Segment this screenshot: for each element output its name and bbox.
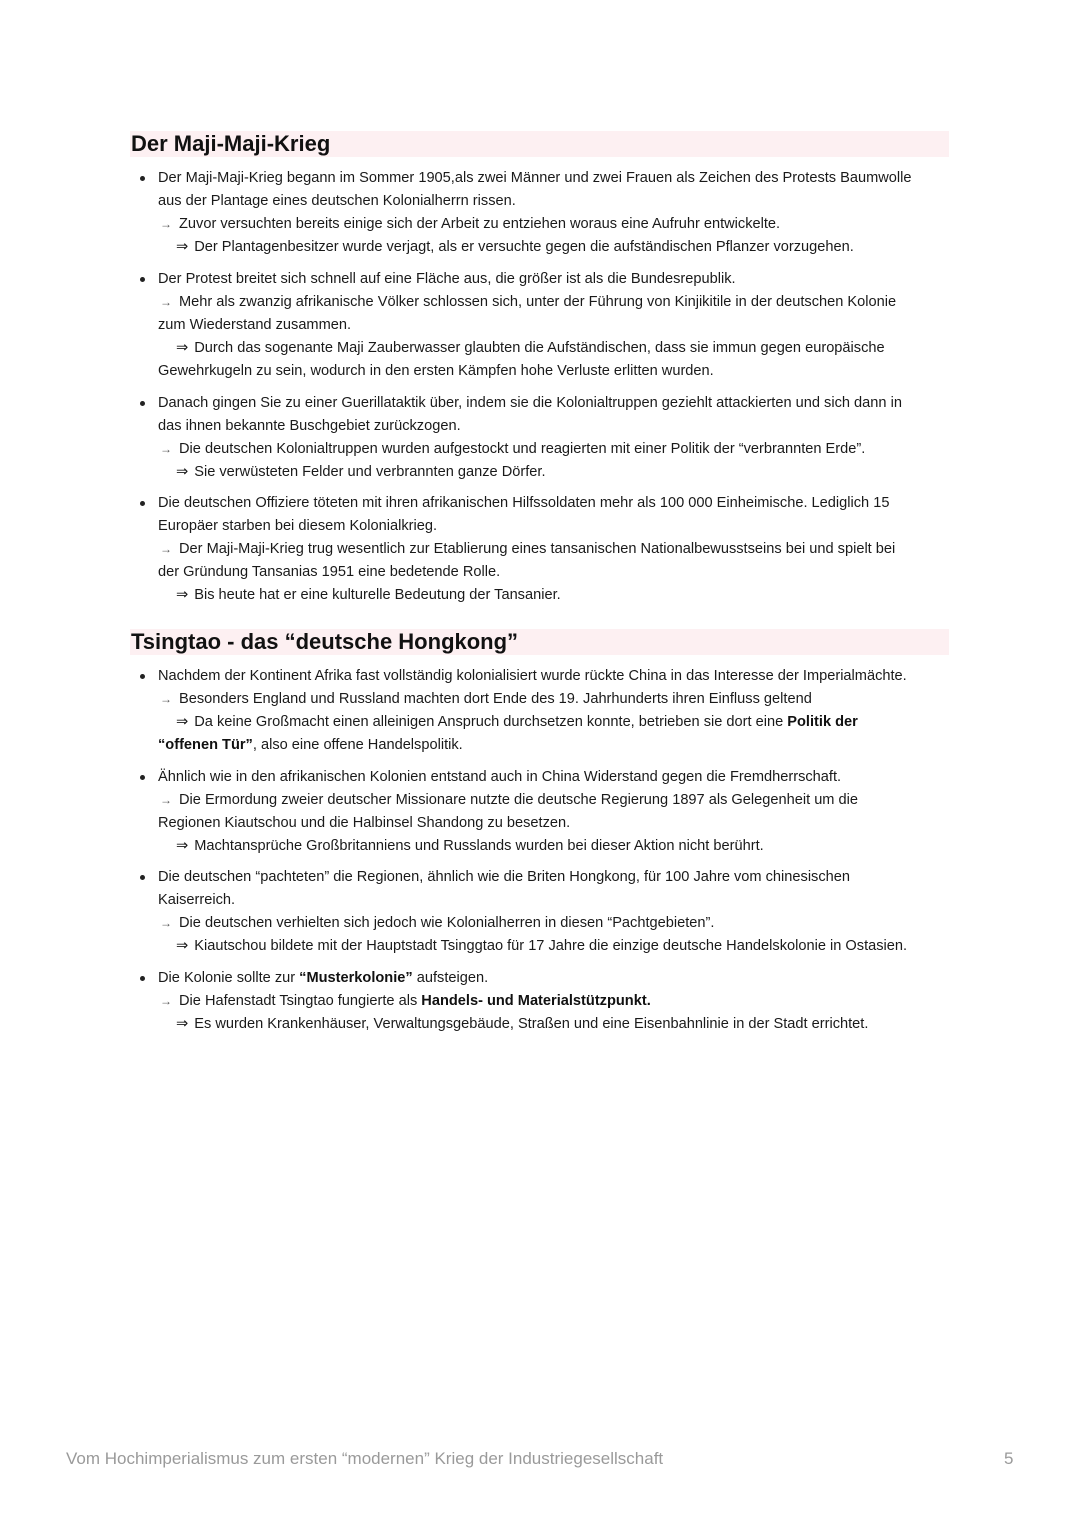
bullet-dot <box>140 501 145 506</box>
implies-text: Sie verwüsteten Felder und verbrannten ganze Dörfer. <box>194 464 546 480</box>
implies-icon: ⇒ <box>176 464 189 480</box>
arrow-icon: → <box>160 295 172 309</box>
arrow-line <box>160 438 865 461</box>
arrow-text: Die Hafenstadt Tsingtao fungierte als <box>179 993 422 1009</box>
arrow-icon: → <box>160 442 172 456</box>
arrow-text: Zuvor versuchten bereits einige sich der Arbeit zu entziehen woraus eine Aufruhr entwickelte. <box>179 216 781 232</box>
section-title-maji-maji: Der Maji-Maji-Krieg <box>131 131 331 156</box>
bullet-dot <box>140 976 145 981</box>
implies-text: Durch das sogenante Maji Zauberwasser glaubten die Aufständischen, dass sie immun gegen europäische <box>194 340 885 356</box>
arrow-text-cont: Regionen Kiautschou und die Halbinsel Shandong zu besetzen. <box>158 815 571 831</box>
implies-text: Kiautschou bildete mit der Hauptstadt Tsinggtao für 17 Jahre die einzige deutsche Handelskolonie in Ostasien. <box>194 938 908 954</box>
implies-line <box>176 337 885 360</box>
implies-text-cont <box>158 734 463 757</box>
bullet-text: Danach gingen Sie zu einer Guerillataktik über, indem sie die Kolonialtruppen geziehlt attackierten und sich dann in <box>158 395 902 411</box>
arrow-text: Die deutschen Kolonialtruppen wurden aufgestockt und reagierten mit einer Politik der “verbrannten Erde”. <box>179 441 866 457</box>
arrow-text-cont: der Gründung Tansanias 1951 eine bedetende Rolle. <box>158 564 501 580</box>
bullet-text: Die deutschen “pachteten” die Regionen, ähnlich wie die Briten Hongkong, für 100 Jahre vom chinesischen <box>158 869 850 885</box>
implies-bold-text: “offenen Tür” <box>158 737 253 753</box>
arrow-bold-text: Handels- und Materialstützpunkt. <box>421 993 651 1009</box>
bullet-dot <box>140 176 145 181</box>
section-title-tsingtao: Tsingtao - das “deutsche Hongkong” <box>131 629 519 654</box>
arrow-text: Mehr als zwanzig afrikanische Völker schlossen sich, unter der Führung von Kinjikitile in der deutschen Kolonie <box>179 294 897 310</box>
bullet-dot <box>140 277 145 282</box>
implies-text: , also eine offene Handelspolitik. <box>252 737 463 753</box>
arrow-icon: → <box>160 542 172 556</box>
bullet-text-part: aufsteigen. <box>412 970 489 986</box>
footer-title: Vom Hochimperialismus zum ersten “modernen” Krieg der Industriegesellschaft <box>66 1449 664 1468</box>
implies-text-cont: Gewehrkugeln zu sein, wodurch in den ersten Kämpfen hohe Verluste erlitten wurden. <box>158 363 714 379</box>
arrow-text: Besonders England und Russland machten dort Ende des 19. Jahrhunderts ihren Einfluss geltend <box>179 691 812 707</box>
implies-line <box>176 711 858 734</box>
bullet-dot <box>140 401 145 406</box>
implies-line <box>176 461 546 484</box>
bullet-dot <box>140 674 145 679</box>
arrow-icon: → <box>160 994 172 1008</box>
arrow-line <box>160 688 812 711</box>
arrow-icon: → <box>160 217 172 231</box>
bullet-text: Der Maji-Maji-Krieg begann im Sommer 1905,als zwei Männer und zwei Frauen als Zeichen des Protests Baumwolle <box>158 170 912 186</box>
page-number: 5 <box>1004 1449 1014 1468</box>
arrow-text: Der Maji-Maji-Krieg trug wesentlich zur Etablierung eines tansanischen Nationalbewusstseins bei und spielt bei <box>179 541 896 557</box>
implies-icon: ⇒ <box>176 938 189 954</box>
bullet-text: Die deutschen Offiziere töteten mit ihren afrikanischen Hilfssoldaten mehr als 100 000 Einheimische. Lediglich 15 <box>158 495 890 511</box>
bullet-text: Europäer starben bei diesem Kolonialkrieg. <box>158 518 438 534</box>
bullet-text: Nachdem der Kontinent Afrika fast vollständig kolonialisiert wurde rückte China in das Interesse der Imperialmächte. <box>158 668 907 684</box>
bullet-dot <box>140 875 145 880</box>
arrow-line <box>160 538 895 561</box>
implies-text: Machtansprüche Großbritanniens und Russlands wurden bei dieser Aktion nicht berührt. <box>194 838 764 854</box>
implies-line <box>176 584 561 607</box>
implies-icon: ⇒ <box>176 239 189 255</box>
implies-text: Es wurden Krankenhäuser, Verwaltungsgebäude, Straßen und eine Eisenbahnlinie in der Stadt errichtet. <box>194 1016 869 1032</box>
bullet-text: aus der Plantage eines deutschen Kolonialherrn rissen. <box>158 193 516 209</box>
bullet-bold-text: “Musterkolonie” <box>299 970 413 986</box>
implies-icon: ⇒ <box>176 1016 189 1032</box>
implies-line <box>176 835 764 858</box>
arrow-icon: → <box>160 692 172 706</box>
implies-text: Bis heute hat er eine kulturelle Bedeutung der Tansanier. <box>194 587 561 603</box>
arrow-line <box>160 990 651 1013</box>
implies-icon: ⇒ <box>176 838 189 854</box>
implies-line <box>176 1013 868 1036</box>
bullet-text: das ihnen bekannte Buschgebiet zurückzogen. <box>158 418 461 434</box>
implies-line <box>176 935 907 958</box>
implies-line <box>176 236 854 259</box>
implies-bold-text: Politik der <box>787 714 858 730</box>
implies-text: Der Plantagenbesitzer wurde verjagt, als er versuchte gegen die aufständischen Pflanzer vorzugehen. <box>194 239 854 255</box>
arrow-text: Die deutschen verhielten sich jedoch wie Kolonialherren in diesen “Pachtgebieten”. <box>179 915 715 931</box>
bullet-text: Kaiserreich. <box>158 892 236 908</box>
implies-icon: ⇒ <box>176 587 189 603</box>
bullet-text: Der Protest breitet sich schnell auf eine Fläche aus, die größer ist als die Bundesrepublik. <box>158 271 736 287</box>
arrow-line <box>160 912 714 935</box>
arrow-line <box>160 789 858 812</box>
arrow-icon: → <box>160 793 172 807</box>
arrow-text: Die Ermordung zweier deutscher Missionare nutzte die deutsche Regierung 1897 als Gelegenheit um die <box>179 792 858 808</box>
bullet-text: Ähnlich wie in den afrikanischen Kolonien entstand auch in China Widerstand gegen die Fremdherrschaft. <box>158 769 842 785</box>
implies-icon: ⇒ <box>176 340 189 356</box>
bullet-text <box>158 967 488 990</box>
bullet-dot <box>140 775 145 780</box>
bullet-text-part: Die Kolonie sollte zur <box>158 970 300 986</box>
implies-icon: ⇒ <box>176 714 189 730</box>
arrow-text-cont: zum Wiederstand zusammen. <box>158 317 352 333</box>
arrow-line <box>160 213 780 236</box>
arrow-line <box>160 291 896 314</box>
implies-text: Da keine Großmacht einen alleinigen Anspruch durchsetzen konnte, betrieben sie dort eine <box>194 714 788 730</box>
arrow-icon: → <box>160 916 172 930</box>
